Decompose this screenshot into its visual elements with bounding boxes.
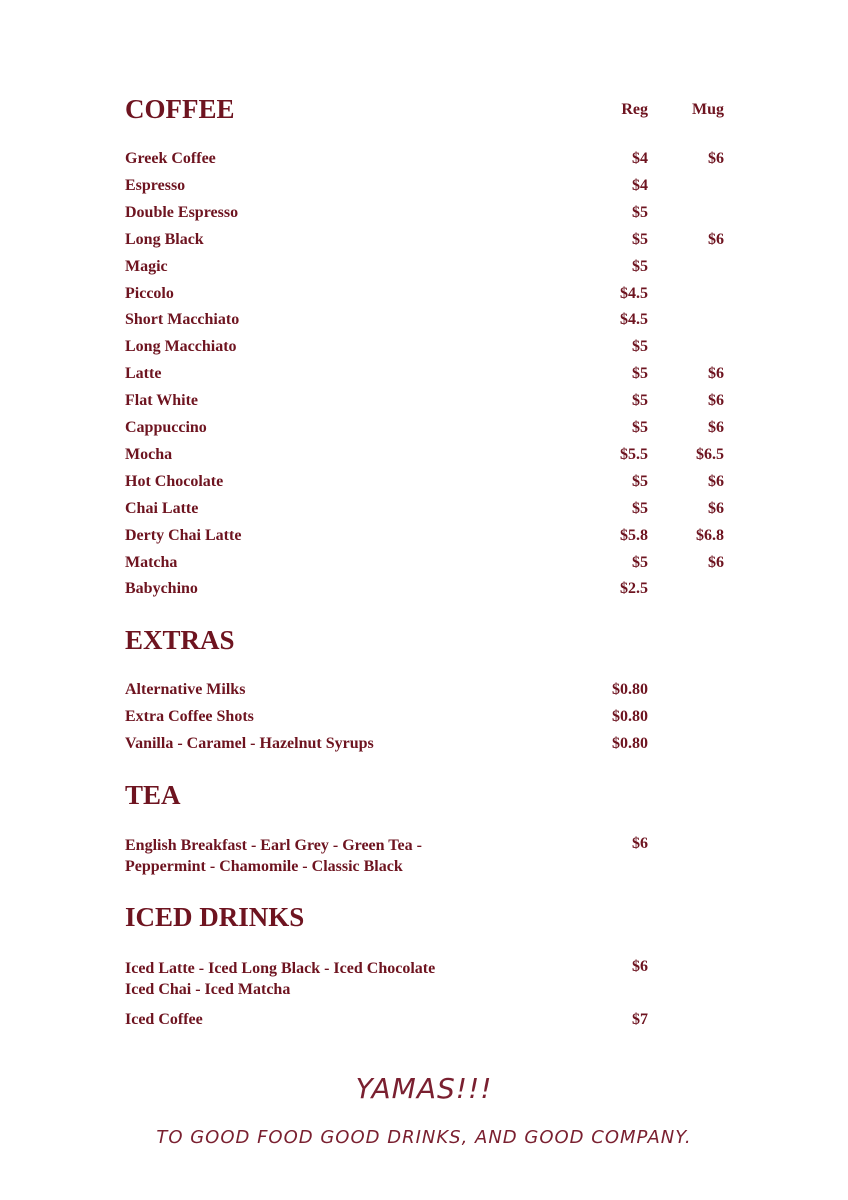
extras-item-name: Extra Coffee Shots (125, 708, 254, 725)
coffee-item-name: Chai Latte (125, 499, 199, 517)
coffee-item-mug-price: $6 (708, 419, 724, 436)
coffee-row (0, 150, 848, 172)
iced-drinks-item (125, 958, 435, 1000)
coffee-item-name: Short Macchiato (125, 311, 240, 329)
coffee-row (0, 580, 848, 602)
coffee-row (0, 177, 848, 199)
extras-item-price: $0.80 (612, 735, 648, 752)
iced-line-2: Iced Chai - Iced Matcha (125, 981, 291, 998)
coffee-row (0, 258, 848, 280)
coffee-item-reg-price: $5 (632, 553, 648, 571)
tea-item (125, 835, 422, 877)
coffee-item-reg-price: $5 (632, 338, 648, 356)
coffee-item-reg-price: $5 (632, 392, 648, 410)
coffee-item-mug-price: $6 (708, 392, 724, 410)
mug-column-header: Mug (692, 101, 724, 118)
coffee-item-name: Piccolo (125, 284, 174, 302)
reg-column-header: Reg (621, 101, 648, 118)
coffee-row (0, 446, 848, 468)
coffee-item-name: Long Macchiato (125, 338, 237, 356)
extras-item-price: $0.80 (612, 708, 648, 725)
coffee-item-reg-price: $5 (632, 365, 648, 383)
coffee-row (0, 285, 848, 307)
coffee-item-reg-price: $4.5 (620, 284, 648, 302)
coffee-item-name: Latte (125, 365, 162, 383)
yamas-slogan: YAMAS!!! (355, 1072, 493, 1105)
coffee-row (0, 473, 848, 495)
coffee-item-reg-price: $5 (632, 257, 648, 275)
extras-row (0, 735, 848, 757)
coffee-row (0, 527, 848, 549)
coffee-item-name: Derty Chai Latte (125, 526, 242, 544)
coffee-item-reg-price: $5.5 (620, 445, 648, 463)
coffee-item-name: Double Espresso (125, 203, 239, 221)
coffee-item-reg-price: $2.5 (620, 580, 648, 598)
coffee-item-mug-price: $6 (708, 472, 724, 490)
tea-heading: TEA (125, 780, 181, 810)
coffee-item-mug-price: $6 (708, 365, 724, 383)
coffee-item-reg-price: $4 (632, 150, 648, 167)
coffee-item-mug-price: $6 (708, 150, 724, 167)
iced-drinks-heading: ICED DRINKS (125, 902, 305, 932)
coffee-item-mug-price: $6 (708, 230, 724, 248)
tea-price: $6 (632, 835, 648, 852)
coffee-item-reg-price: $5.8 (620, 526, 648, 544)
coffee-item-name: Magic (125, 257, 168, 275)
tea-line-1: English Breakfast - Earl Grey - Green Tea - (125, 837, 422, 854)
footer-tagline: TO GOOD FOOD GOOD DRINKS, AND GOOD COMPANY. (156, 1127, 692, 1148)
coffee-item-reg-price: $5 (632, 419, 648, 436)
coffee-row (0, 365, 848, 387)
coffee-item-reg-price: $5 (632, 472, 648, 490)
coffee-item-mug-price: $6 (708, 499, 724, 517)
coffee-item-name: Long Black (125, 230, 204, 248)
coffee-row (0, 419, 848, 441)
extras-heading: EXTRAS (125, 625, 235, 655)
coffee-item-mug-price: $6.5 (696, 445, 724, 463)
coffee-row (0, 231, 848, 253)
coffee-heading: COFFEE (125, 94, 235, 124)
coffee-item-name: Greek Coffee (125, 150, 216, 167)
coffee-item-reg-price: $4 (632, 176, 648, 194)
coffee-item-name: Hot Chocolate (125, 472, 224, 490)
coffee-item-name: Matcha (125, 553, 178, 571)
iced-coffee-price: $7 (632, 1011, 648, 1028)
extras-item-name: Alternative Milks (125, 681, 246, 698)
coffee-row (0, 392, 848, 414)
iced-line-1: Iced Latte - Iced Long Black - Iced Chocolate (125, 960, 436, 977)
coffee-item-name: Mocha (125, 445, 173, 463)
coffee-item-mug-price: $6 (708, 553, 724, 571)
coffee-item-name: Espresso (125, 176, 186, 194)
extras-row (0, 681, 848, 703)
coffee-row (0, 500, 848, 522)
coffee-row (0, 311, 848, 333)
coffee-item-reg-price: $4.5 (620, 311, 648, 329)
iced-coffee-name: Iced Coffee (125, 1011, 203, 1028)
coffee-item-mug-price: $6.8 (696, 526, 724, 544)
coffee-item-reg-price: $5 (632, 203, 648, 221)
extras-row (0, 708, 848, 730)
coffee-item-reg-price: $5 (632, 499, 648, 517)
coffee-item-name: Flat White (125, 392, 199, 410)
tea-line-2: Peppermint - Chamomile - Classic Black (125, 858, 403, 875)
coffee-item-name: Babychino (125, 580, 198, 598)
extras-item-price: $0.80 (612, 681, 648, 698)
extras-item-name: Vanilla - Caramel - Hazelnut Syrups (125, 735, 374, 752)
coffee-row (0, 554, 848, 576)
coffee-item-name: Cappuccino (125, 419, 207, 436)
coffee-item-reg-price: $5 (632, 230, 648, 248)
coffee-row (0, 204, 848, 226)
iced-drinks-price: $6 (632, 958, 648, 975)
coffee-row (0, 338, 848, 360)
